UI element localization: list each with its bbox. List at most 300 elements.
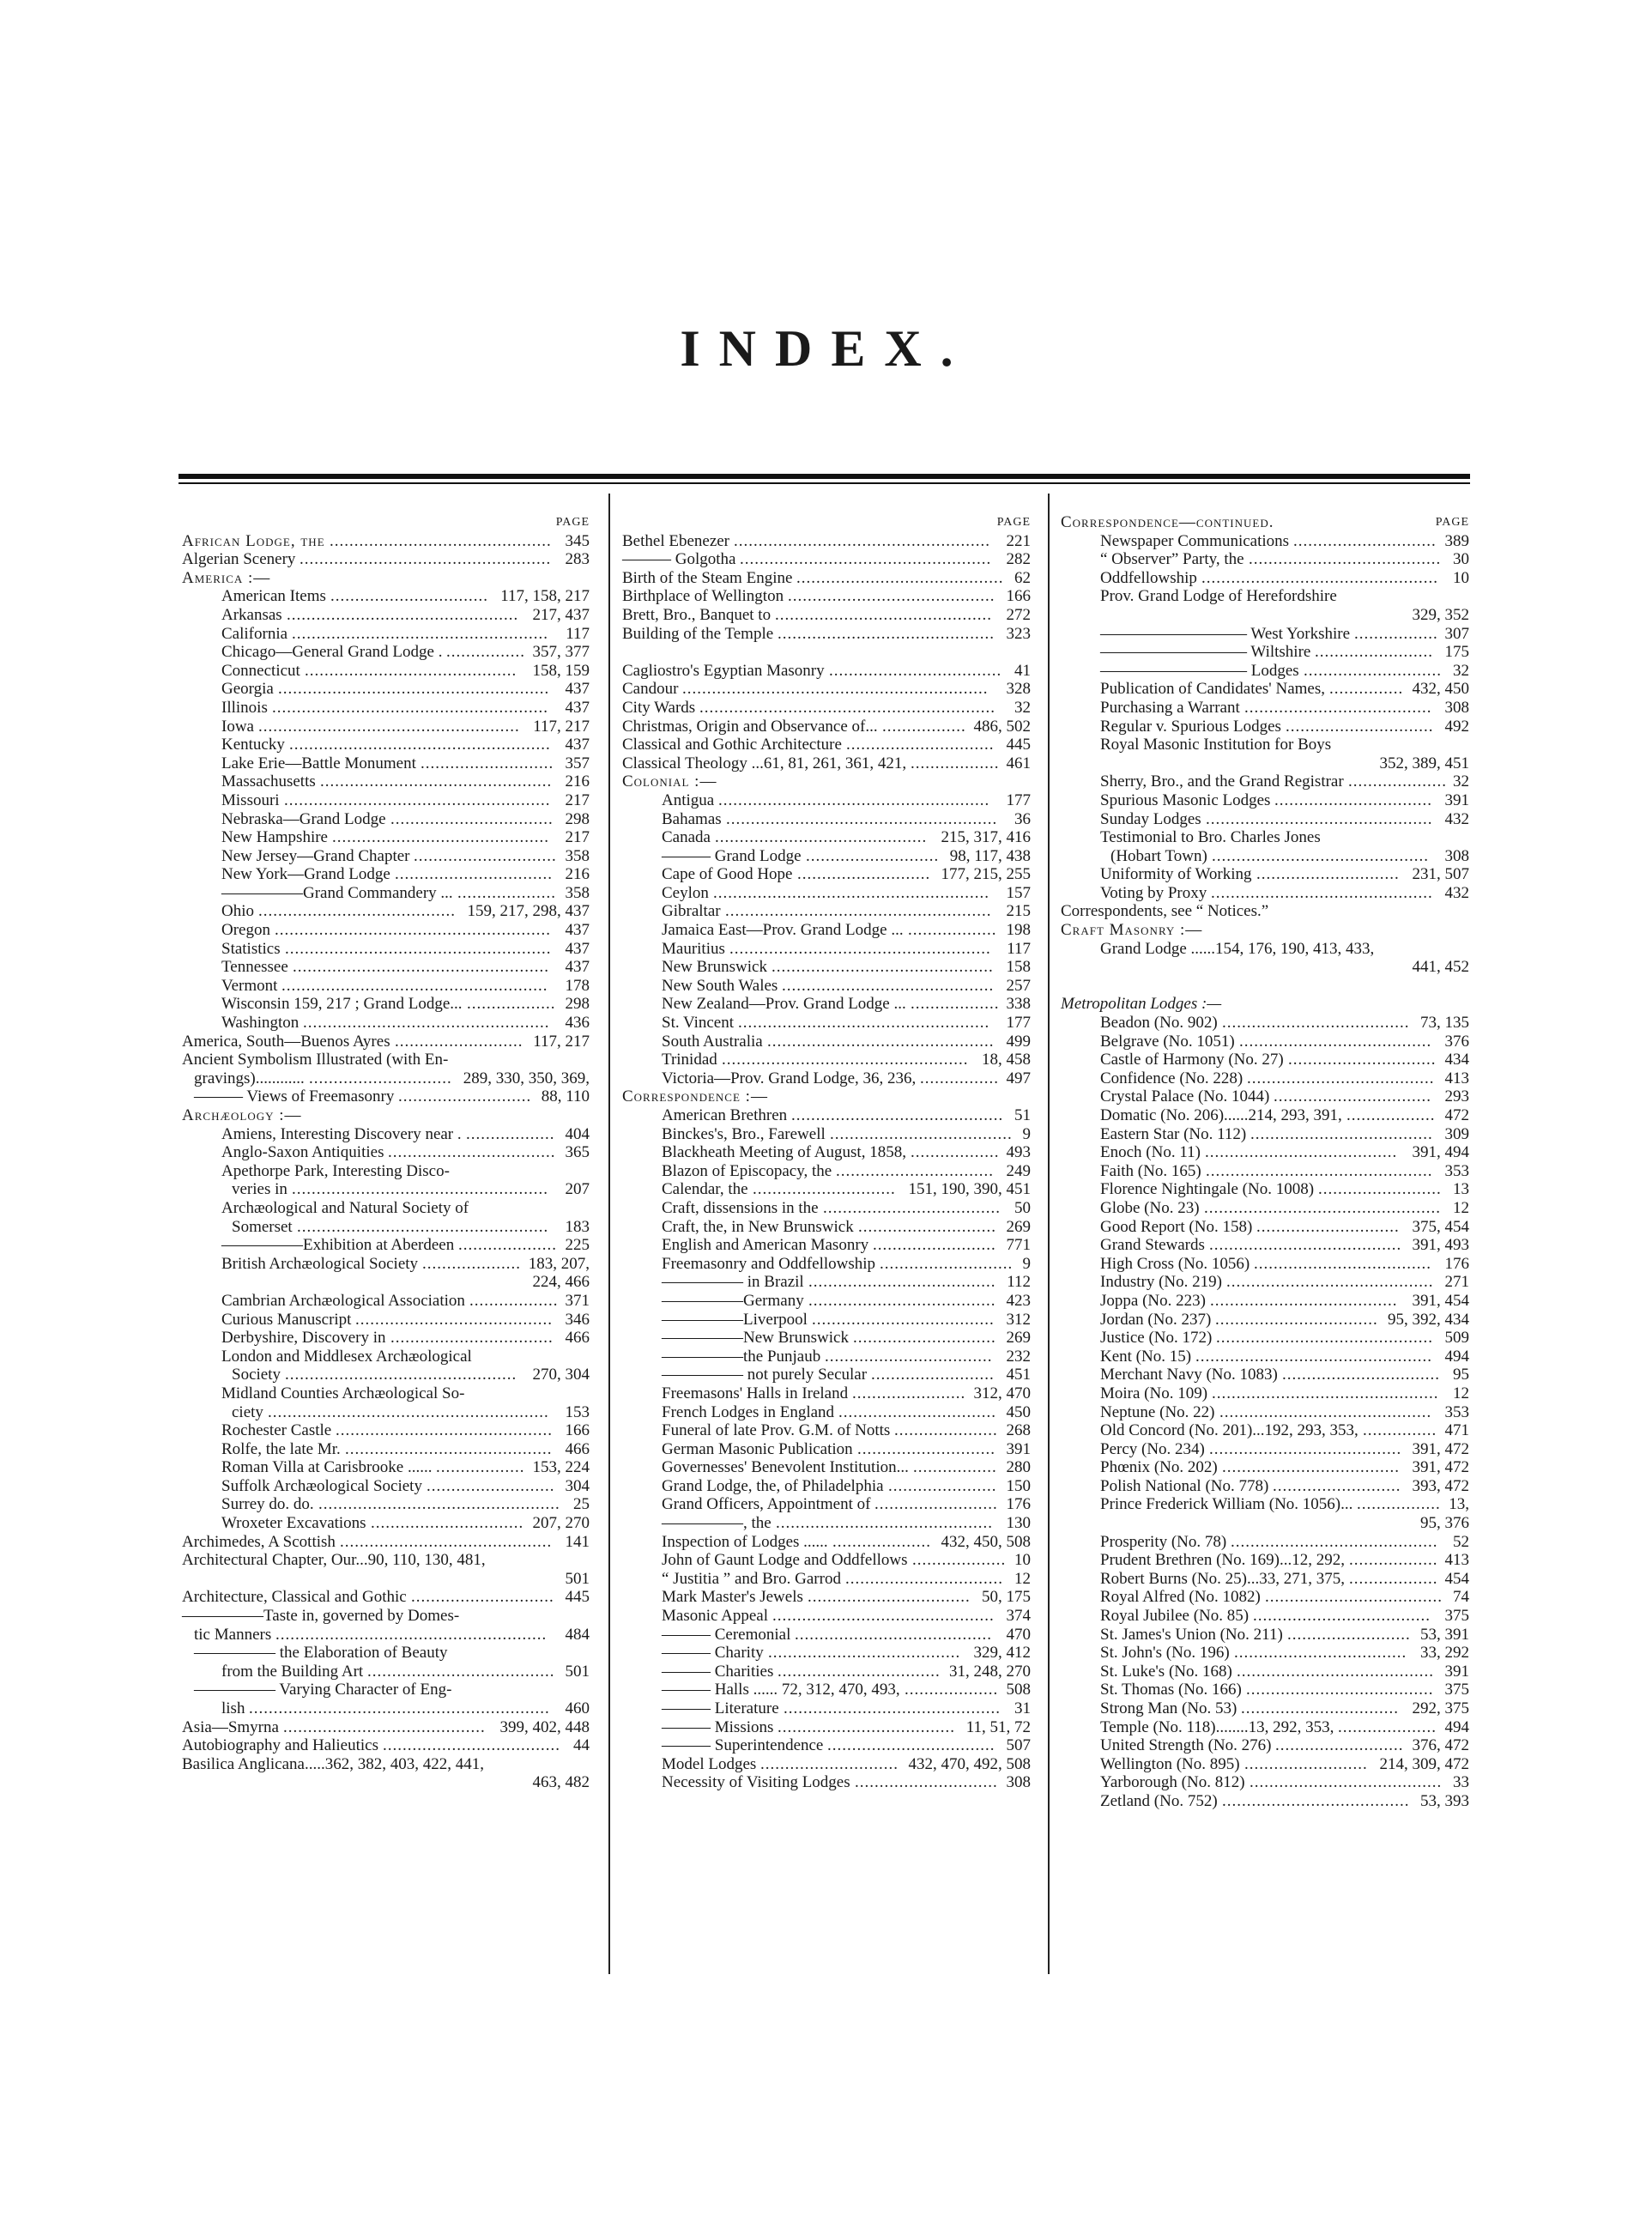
entry-text: ————— not purely Secular	[662, 1366, 868, 1384]
entry-pages: 391, 472	[1412, 1439, 1469, 1458]
dot-leader: .................	[1357, 1495, 1441, 1514]
dot-leader: ................................	[330, 587, 488, 606]
dot-leader: ....................................	[778, 1717, 955, 1736]
index-entry	[622, 1533, 1031, 1552]
dot-leader: ..............................	[1288, 1051, 1437, 1069]
entry-pages: 176	[1006, 1495, 1031, 1514]
entry-text: Kentucky	[221, 736, 285, 754]
dot-leader: ..............................................	[1212, 1384, 1439, 1402]
entry-text: ——— Views of Freemasonry	[194, 1087, 395, 1106]
dot-leader: .............................................	[772, 958, 994, 977]
entry-text: Sherry, Bro., and the Grand Registrar	[1100, 772, 1344, 791]
entry-text: ————— the Elaboration of Beauty	[194, 1644, 448, 1663]
entry-pages: 177, 215, 255	[941, 865, 1031, 884]
entry-text: —————Taste in, governed by Domes-	[182, 1607, 460, 1626]
index-entry	[622, 587, 1031, 606]
index-entry	[182, 1607, 590, 1626]
entry-text: Massachusetts	[221, 772, 316, 791]
dot-leader: .......................................................	[726, 809, 998, 828]
entry-pages: 33	[1453, 1773, 1469, 1792]
entry-pages: 312	[1006, 1310, 1031, 1329]
entry-pages: 307	[1444, 624, 1469, 643]
entry-pages: 353	[1444, 1161, 1469, 1180]
entry-pages: 51	[1014, 1106, 1031, 1124]
index-entry	[1061, 643, 1469, 662]
index-entry	[1061, 1329, 1469, 1348]
entry-text: Royal Masonic Institution for Boys	[1100, 736, 1332, 754]
dot-leader: .............................................	[1211, 883, 1433, 902]
entry-text: Chicago—General Grand Lodge .	[221, 643, 443, 662]
index-entry	[1061, 1681, 1469, 1699]
entry-text: Apethorpe Park, Interesting Disco-	[221, 1161, 450, 1180]
entry-pages: 18, 458	[982, 1051, 1031, 1069]
entry-pages: 445	[565, 1588, 590, 1607]
entry-pages: 501	[565, 1662, 590, 1681]
entry-pages: 36	[1014, 809, 1031, 828]
index-entry	[182, 662, 590, 681]
entry-text: —————, the	[662, 1514, 772, 1533]
index-entry	[1061, 662, 1469, 681]
dot-leader: ......................................	[808, 1273, 996, 1292]
dot-leader: .........................	[1287, 1625, 1411, 1644]
index-entry	[622, 1551, 1031, 1570]
dot-leader: ............................................................	[699, 698, 995, 717]
entry-text: Lake Erie—Battle Monument	[221, 754, 416, 772]
entry-pages: 178	[565, 976, 590, 995]
entry-pages: 346	[565, 1310, 590, 1329]
index-entry	[1061, 1125, 1469, 1144]
index-entry	[182, 550, 590, 569]
entry-text: ————————— West Yorkshire	[1100, 624, 1351, 643]
entry-pages: 328	[1006, 680, 1031, 699]
index-entry	[1061, 1440, 1469, 1459]
dot-leader: ................................................	[1195, 1347, 1432, 1366]
entry-pages: 345	[565, 531, 590, 550]
entry-text: Classical and Gothic Architecture	[622, 736, 842, 754]
entry-text: —————Liverpool	[662, 1310, 808, 1329]
entry-pages: 376	[1444, 1032, 1469, 1051]
entry-pages: 375, 454	[1412, 1217, 1469, 1236]
entry-pages: 338	[1006, 995, 1031, 1014]
dot-leader: ......................................	[1222, 1791, 1410, 1810]
entry-pages: 31	[1014, 1699, 1031, 1717]
entry-text: Asia—Smyrna	[182, 1717, 279, 1736]
index-entry	[1061, 921, 1469, 940]
index-entry	[622, 680, 1031, 699]
entry-pages: 216	[565, 772, 590, 791]
index-entry	[182, 1533, 590, 1552]
index-entry	[1061, 1477, 1469, 1496]
index-entry	[1061, 532, 1469, 551]
entry-text: Birthplace of Wellington	[622, 587, 784, 606]
entry-text: Derbyshire, Discovery in	[221, 1329, 386, 1348]
entry-pages: 117, 217	[533, 1032, 590, 1051]
entry-pages: 249	[1006, 1161, 1031, 1180]
index-entry	[182, 1236, 590, 1255]
entry-pages: 166	[1006, 587, 1031, 606]
dot-leader: ................	[446, 643, 525, 662]
entry-pages: 437	[565, 680, 590, 699]
entry-text: ——— Charities	[662, 1662, 774, 1681]
dot-leader: ..................	[1349, 1569, 1438, 1588]
entry-pages: 437	[565, 939, 590, 958]
dot-leader: ...........................................	[340, 1532, 553, 1551]
entry-pages: 157	[1006, 883, 1031, 902]
dot-leader: ....................................................	[293, 958, 549, 977]
entry-text: Old Concord (No. 201)...192, 293, 353,	[1100, 1421, 1359, 1440]
dot-leader: ...........................	[421, 754, 554, 772]
entry-pages: 33, 292	[1420, 1644, 1469, 1663]
entry-pages: 217	[565, 790, 590, 809]
entry-text: Yarborough (No. 812)	[1100, 1773, 1245, 1792]
index-entry	[622, 1014, 1031, 1033]
entry-pages: 432	[1444, 809, 1469, 828]
entry-text: Zetland (No. 752)	[1100, 1791, 1218, 1810]
dot-leader: ........................................	[795, 1625, 992, 1644]
entry-text: Joppa (No. 223)	[1100, 1291, 1206, 1310]
index-entry	[622, 1440, 1031, 1459]
entry-text: “ Justitia ” and Bro. Garrod	[662, 1569, 841, 1588]
dot-leader: .....................................	[830, 1124, 1013, 1143]
index-entry	[1061, 1384, 1469, 1403]
index-entry	[622, 569, 1031, 588]
entry-pages: 270, 304	[532, 1366, 590, 1384]
dot-leader: .................	[1354, 624, 1438, 643]
index-entry	[622, 606, 1031, 625]
index-entry	[622, 1255, 1031, 1274]
entry-text: Vermont	[221, 976, 278, 995]
entry-text: ciety	[232, 1402, 263, 1421]
index-entry	[622, 1033, 1031, 1051]
index-entry	[182, 1218, 590, 1237]
entry-text: Cambrian Archæological Association	[221, 1291, 465, 1310]
dot-leader: ............................	[857, 1439, 995, 1458]
entry-text: Eastern Star (No. 112)	[1100, 1124, 1247, 1143]
index-entry	[182, 1051, 590, 1069]
dot-leader: ................................	[1241, 1699, 1399, 1717]
entry-text: Cagliostro's Egyptian Masonry	[622, 661, 825, 680]
index-entry	[182, 1773, 590, 1792]
entry-text: Domatic (No. 206)......214, 293, 391,	[1100, 1106, 1342, 1124]
index-entry	[1061, 1607, 1469, 1626]
dot-leader: .......................................................	[275, 1625, 548, 1644]
dot-leader: ...............................................	[287, 605, 519, 624]
entry-pages: 437	[565, 698, 590, 717]
entry-pages: 493	[1006, 1143, 1031, 1162]
entry-pages: 365	[565, 1143, 590, 1162]
index-entry	[182, 1125, 590, 1144]
entry-pages: 423	[1006, 1291, 1031, 1310]
index-entry	[182, 1458, 590, 1477]
index-entry	[182, 1311, 590, 1330]
index-entry	[622, 1180, 1031, 1199]
entry-pages: 151, 190, 390, 451	[908, 1180, 1031, 1199]
dot-leader: ..................................................	[303, 1014, 550, 1033]
dot-leader: ......................................................	[281, 976, 548, 995]
entry-pages: 98, 117, 438	[949, 846, 1031, 865]
dot-leader: ......................................................	[725, 902, 992, 921]
entry-pages: 391, 472	[1412, 1458, 1469, 1477]
entry-pages: 308	[1444, 698, 1469, 717]
index-entry	[1061, 1533, 1469, 1552]
dot-leader: ...............	[1329, 680, 1404, 699]
index-entry	[622, 1348, 1031, 1366]
dot-leader: .....................................	[1250, 1124, 1433, 1143]
entry-text: Correspondence—continued.	[1061, 513, 1274, 531]
dot-leader: ......................	[888, 1476, 997, 1495]
index-entry	[1061, 1014, 1469, 1033]
entry-text: —————Grand Commandery ...	[221, 883, 453, 902]
header-rule-thin	[179, 482, 1470, 484]
index-entry	[1061, 1311, 1469, 1330]
index-entry	[1061, 1514, 1469, 1533]
entry-pages: 50, 175	[982, 1588, 1031, 1607]
entry-pages: 389	[1444, 531, 1469, 550]
dot-leader: .............................	[1293, 531, 1437, 550]
dot-leader: ..................	[436, 1458, 525, 1477]
dot-leader: ............................................	[1216, 1329, 1433, 1348]
index-entry	[182, 1348, 590, 1366]
index-entry	[182, 1014, 590, 1033]
entry-text: Justice (No. 172)	[1100, 1329, 1213, 1348]
entry-pages: 231, 507	[1412, 865, 1469, 884]
entry-text: Royal Jubilee (No. 85)	[1100, 1607, 1250, 1626]
entry-text: ————————— Lodges	[1100, 661, 1299, 680]
entry-pages: 52	[1453, 1532, 1469, 1551]
dot-leader: .............................	[855, 1773, 998, 1792]
entry-pages: 224, 466	[532, 1273, 590, 1292]
index-entry	[622, 1458, 1031, 1477]
entry-text: Rochester Castle	[221, 1421, 332, 1440]
dot-leader: ..................................	[827, 1736, 995, 1755]
dot-leader: ..................	[911, 754, 1000, 772]
index-entry	[622, 1718, 1031, 1737]
entry-pages: 460	[565, 1699, 590, 1717]
index-entry	[1061, 1180, 1469, 1199]
index-entry	[622, 718, 1031, 736]
index-entry	[622, 1403, 1031, 1422]
dot-leader: ............................	[760, 1754, 899, 1773]
index-entry	[1061, 1255, 1469, 1274]
index-entry	[1061, 569, 1469, 588]
entry-text: Polish National (No. 778)	[1100, 1476, 1269, 1495]
dot-leader: ....................................	[823, 1198, 1001, 1217]
entry-pages: 221	[1006, 531, 1031, 550]
index-entry	[1061, 1106, 1469, 1125]
index-entry	[622, 977, 1031, 996]
dot-leader: ......................................	[1222, 1014, 1410, 1033]
index-entry	[182, 847, 590, 866]
index-entry	[622, 995, 1031, 1014]
entry-pages: 74	[1453, 1588, 1469, 1607]
entry-pages: 323	[1006, 624, 1031, 643]
entry-pages: 232	[1006, 1347, 1031, 1366]
entry-text: Mark Master's Jewels	[662, 1588, 803, 1607]
entry-text: ——— Golgotha	[622, 550, 736, 569]
entry-pages: 13	[1453, 1180, 1469, 1199]
entry-text: Blazon of Episcopacy, the	[662, 1161, 832, 1180]
entry-pages: 10	[1453, 568, 1469, 587]
entry-text: Strong Man (No. 53)	[1100, 1699, 1237, 1717]
dot-leader: ......................................................	[284, 790, 551, 809]
index-entry	[1061, 1403, 1469, 1422]
entry-pages: 499	[1006, 1032, 1031, 1051]
entry-pages: 12	[1014, 1569, 1031, 1588]
entry-pages: 352, 389, 451	[1379, 754, 1469, 772]
entry-text: London and Middlesex Archæological	[221, 1347, 472, 1366]
index-entry	[182, 1663, 590, 1681]
dot-leader: ...........................	[797, 865, 931, 884]
index-entry	[1061, 1699, 1469, 1718]
index-entry	[182, 1699, 590, 1718]
entry-pages: 141	[565, 1532, 590, 1551]
entry-text: Kent (No. 15)	[1100, 1347, 1192, 1366]
entry-text: Curious Manuscript	[221, 1310, 352, 1329]
entry-text: Midland Counties Archæological So-	[221, 1384, 465, 1402]
entry-text: veries in	[232, 1180, 287, 1199]
entry-pages: 298	[565, 809, 590, 828]
dot-leader: ........................	[1315, 643, 1433, 662]
dot-leader: ....................................	[1222, 1458, 1400, 1477]
index-entry	[622, 1292, 1031, 1311]
entry-pages: 374	[1006, 1607, 1031, 1626]
entry-pages: 272	[1006, 605, 1031, 624]
index-entry	[622, 958, 1031, 977]
index-entry	[622, 1773, 1031, 1792]
dot-leader: ............................................	[1212, 846, 1429, 865]
dot-leader: .......................................................	[278, 680, 550, 699]
entry-text: Robert Burns (No. 25)...33, 271, 375,	[1100, 1569, 1345, 1588]
entry-text: Temple (No. 118)........13, 292, 353,	[1100, 1717, 1334, 1736]
entry-pages: 283	[565, 550, 590, 569]
entry-text: Globe (No. 23)	[1100, 1198, 1200, 1217]
index-entry	[182, 1199, 590, 1218]
dot-leader: ....................................	[1265, 1588, 1443, 1607]
dot-leader: .............................	[1256, 1217, 1400, 1236]
entry-pages: 13,	[1449, 1495, 1469, 1514]
entry-pages: 50	[1014, 1198, 1031, 1217]
dot-leader: .........................	[873, 1236, 996, 1255]
dot-leader: .............................................................	[249, 1699, 550, 1717]
index-entry	[622, 1384, 1031, 1403]
index-entry	[182, 977, 590, 996]
entry-text: Good Report (No. 158)	[1100, 1217, 1253, 1236]
dot-leader: ....................	[458, 1236, 557, 1255]
index-entry	[1061, 606, 1469, 625]
index-entry	[182, 1718, 590, 1737]
index-entry	[182, 1403, 590, 1422]
entry-text: Ohio	[221, 902, 254, 921]
entry-text: ————— Varying Character of Eng-	[194, 1681, 452, 1699]
index-entry	[622, 1514, 1031, 1533]
entry-text: American Items	[221, 587, 326, 606]
entry-text: Binckes's, Bro., Farewell	[662, 1124, 826, 1143]
dot-leader: ...................................................	[738, 1014, 990, 1033]
entry-pages: 497	[1006, 1069, 1031, 1087]
page-label: PAGE	[555, 516, 590, 529]
entry-pages: 298	[565, 995, 590, 1014]
entry-pages: 117, 158, 217	[500, 587, 590, 606]
entry-text: California	[221, 624, 288, 643]
entry-pages: 10	[1014, 1551, 1031, 1570]
entry-text: Crystal Palace (No. 1044)	[1100, 1087, 1270, 1106]
entry-text: Archæology :—	[182, 1106, 302, 1124]
entry-text: Wellington (No. 895)	[1100, 1754, 1240, 1773]
dot-leader: ................................	[845, 1569, 1003, 1588]
entry-text: Architecture, Classical and Gothic	[182, 1588, 407, 1607]
dot-leader: ...................................	[829, 661, 1002, 680]
dot-leader: .............................	[414, 846, 557, 865]
dot-leader: ..............................................	[1206, 1161, 1433, 1180]
index-entry	[1061, 1421, 1469, 1440]
index-entry	[622, 1699, 1031, 1718]
entry-text: —————New Brunswick	[662, 1329, 849, 1348]
index-entry	[1061, 902, 1469, 921]
entry-pages: 371	[565, 1291, 590, 1310]
entry-pages: 437	[565, 921, 590, 940]
index-entry	[1061, 1551, 1469, 1570]
dot-leader: ............................................	[332, 828, 549, 847]
index-entry	[182, 1087, 590, 1106]
index-entry	[622, 1273, 1031, 1292]
index-entry	[622, 865, 1031, 884]
index-entry	[182, 1143, 590, 1162]
entry-pages: 358	[565, 883, 590, 902]
index-entry	[622, 1199, 1031, 1218]
index-column-3	[1061, 513, 1469, 1811]
index-entry	[182, 754, 590, 773]
entry-pages: 353	[1444, 1402, 1469, 1421]
dot-leader: ...........................................	[1219, 1402, 1432, 1421]
entry-pages: 217, 437	[532, 605, 590, 624]
index-entry	[1061, 1143, 1469, 1162]
index-entry	[182, 995, 590, 1014]
entry-pages: 399, 402, 448	[499, 1717, 590, 1736]
entry-pages: 32	[1453, 772, 1469, 791]
entry-text: St. John's (No. 196)	[1100, 1644, 1230, 1663]
entry-text: English and American Masonry	[662, 1236, 869, 1255]
index-column-2	[622, 513, 1031, 1792]
dot-leader: ...............................................	[320, 772, 553, 791]
index-entry	[1061, 1273, 1469, 1292]
index-entry	[1061, 828, 1469, 847]
entry-text: Metropolitan Lodges :—	[1061, 995, 1222, 1014]
index-entry	[182, 1755, 590, 1774]
entry-text: Grand Officers, Appointment of	[662, 1495, 871, 1514]
entry-text: Newspaper Communications	[1100, 531, 1290, 550]
entry-text: Colonial :—	[622, 772, 717, 791]
entry-text: Phœnix (No. 202)	[1100, 1458, 1218, 1477]
entry-pages: 494	[1444, 1717, 1469, 1736]
entry-pages: 466	[565, 1329, 590, 1348]
dot-leader: ...........................................	[791, 1106, 1004, 1124]
dot-leader: ..................	[911, 995, 1000, 1014]
index-entry	[182, 1366, 590, 1384]
entry-pages: 413	[1444, 1069, 1469, 1087]
entry-pages: 117	[1007, 939, 1031, 958]
entry-pages: 391, 454	[1412, 1291, 1469, 1310]
entry-pages: 268	[1006, 1421, 1031, 1440]
page-label: PAGE	[996, 516, 1031, 529]
entry-text: Confidence (No. 228)	[1100, 1069, 1244, 1087]
dot-leader: .........................................................	[268, 1402, 549, 1421]
entry-text: Tennessee	[221, 958, 288, 977]
entry-text: Inspection of Lodges ......	[662, 1532, 828, 1551]
dot-leader: ..................................	[388, 1143, 556, 1162]
entry-text: New Brunswick	[662, 958, 767, 977]
entry-pages: 30	[1453, 550, 1469, 569]
dot-leader: ..........................	[427, 1476, 555, 1495]
